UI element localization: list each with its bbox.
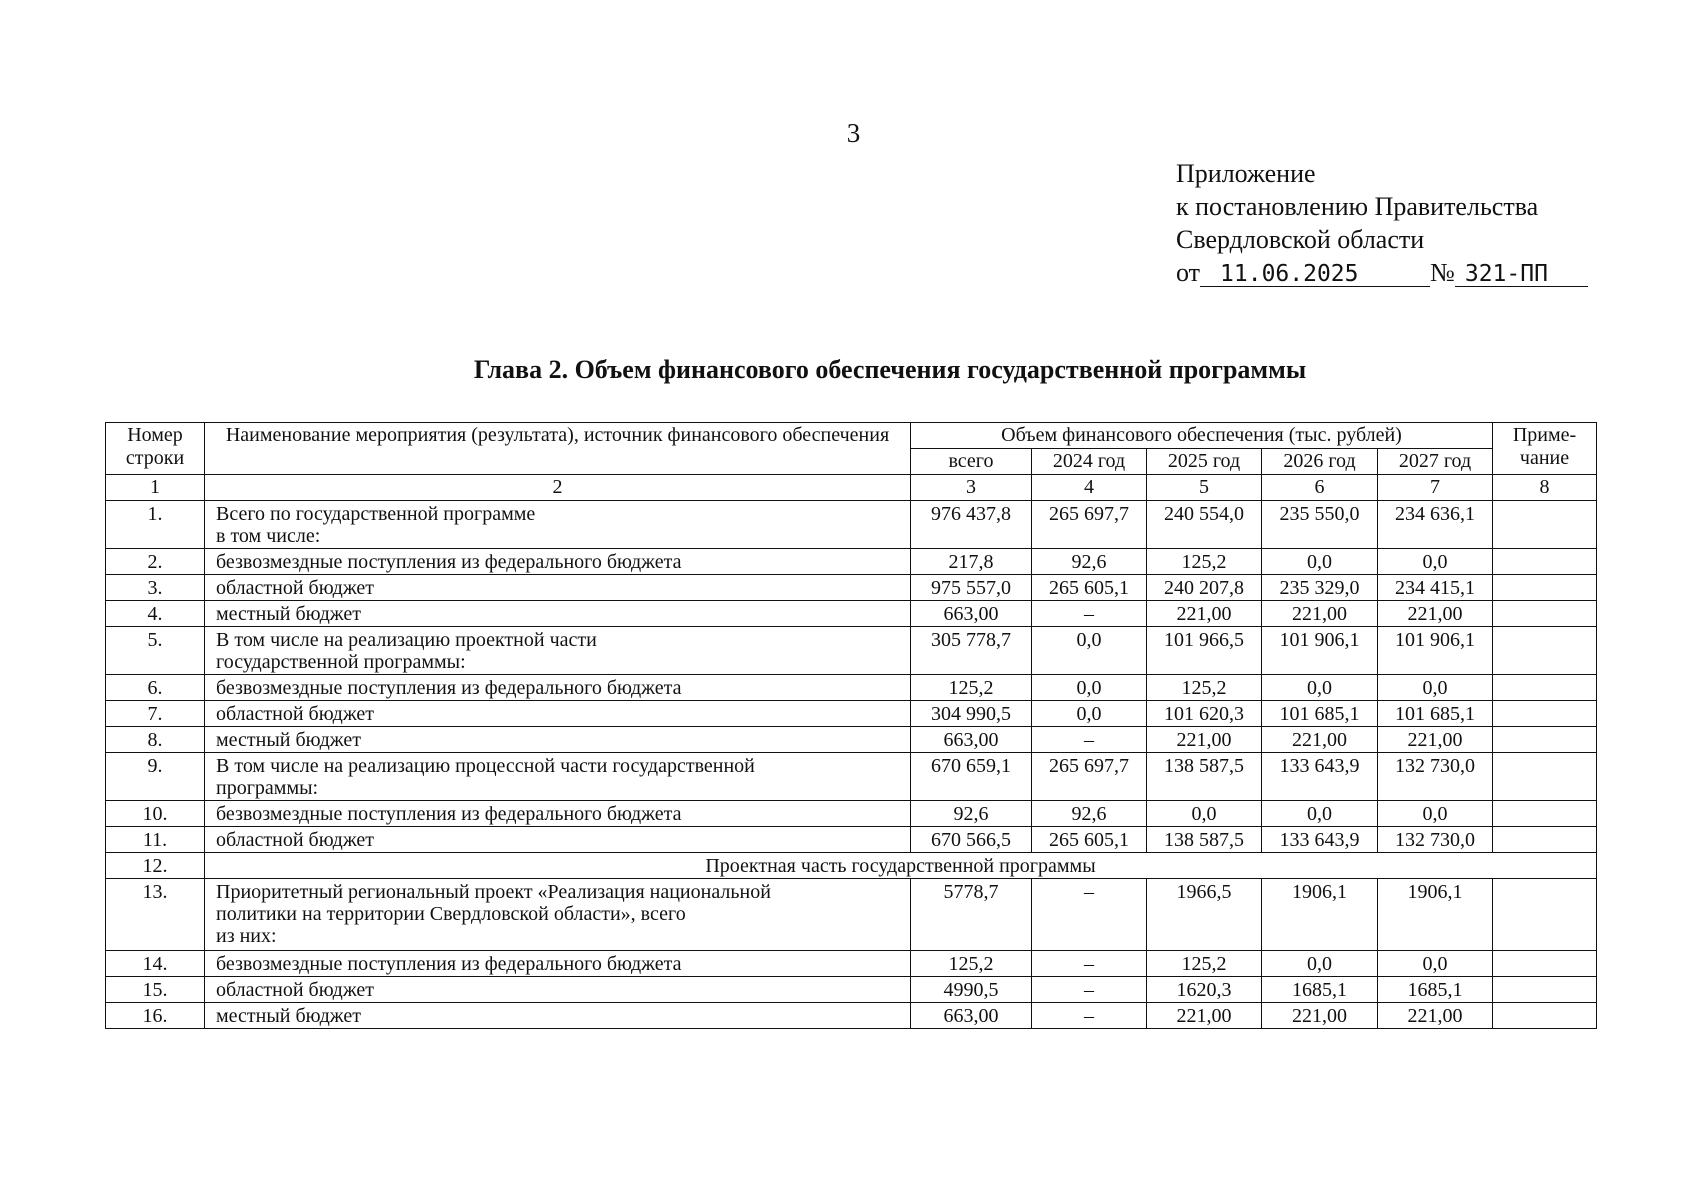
value-year: 221,00 <box>1378 727 1493 753</box>
value-year: 221,00 <box>1147 1003 1262 1029</box>
table-row <box>106 853 1597 879</box>
financing-table <box>105 422 1597 1029</box>
value-year: 1620,3 <box>1147 977 1262 1003</box>
value-total: 670 659,1 <box>911 753 1032 801</box>
value-year: – <box>1032 601 1147 627</box>
row-number: 6. <box>106 675 205 701</box>
value-year: 133 643,9 <box>1262 753 1378 801</box>
table-row <box>106 601 1597 627</box>
table-row <box>106 675 1597 701</box>
row-name: областной бюджет <box>205 701 911 727</box>
row-name: областной бюджет <box>205 977 911 1003</box>
value-total: 670 566,5 <box>911 827 1032 853</box>
value-year: 240 207,8 <box>1147 575 1262 601</box>
value-year: 221,00 <box>1262 601 1378 627</box>
value-year: 221,00 <box>1378 1003 1493 1029</box>
header-year: 2026 год <box>1262 449 1378 475</box>
row-note <box>1493 801 1597 827</box>
row-note <box>1493 575 1597 601</box>
row-note <box>1493 951 1597 977</box>
column-numbers-row <box>106 475 1597 501</box>
value-total: 305 778,7 <box>911 627 1032 675</box>
column-number: 6 <box>1262 475 1378 501</box>
row-note <box>1493 977 1597 1003</box>
row-note <box>1493 601 1597 627</box>
value-year: 235 550,0 <box>1262 501 1378 549</box>
row-name: безвозмездные поступления из федерального бюджета <box>205 549 911 575</box>
value-year: – <box>1032 977 1147 1003</box>
value-year: 101 685,1 <box>1378 701 1493 727</box>
value-year: 101 620,3 <box>1147 701 1262 727</box>
column-number: 1 <box>106 475 205 501</box>
value-year: 265 605,1 <box>1032 827 1147 853</box>
row-number: 16. <box>106 1003 205 1029</box>
value-year: 138 587,5 <box>1147 827 1262 853</box>
row-number: 11. <box>106 827 205 853</box>
row-name: местный бюджет <box>205 601 911 627</box>
row-number: 8. <box>106 727 205 753</box>
value-total: 4990,5 <box>911 977 1032 1003</box>
row-note <box>1493 753 1597 801</box>
section-heading: Проектная часть государственной программы <box>205 853 1597 879</box>
value-year: 221,00 <box>1147 601 1262 627</box>
value-total: 663,00 <box>911 601 1032 627</box>
value-year: 0,0 <box>1262 549 1378 575</box>
row-name: безвозмездные поступления из федерального бюджета <box>205 675 911 701</box>
row-note <box>1493 727 1597 753</box>
value-year: 101 906,1 <box>1262 627 1378 675</box>
table-row <box>106 753 1597 801</box>
value-year: – <box>1032 1003 1147 1029</box>
value-year: 221,00 <box>1378 601 1493 627</box>
row-note <box>1493 627 1597 675</box>
row-note <box>1493 1003 1597 1029</box>
appendix-block <box>1176 157 1588 289</box>
value-total: 663,00 <box>911 727 1032 753</box>
chapter-title: Глава 2. Объем финансового обеспечения государственной программы <box>473 355 1307 384</box>
value-year: 221,00 <box>1262 727 1378 753</box>
appendix-line: к постановлению Правительства <box>1176 192 1539 221</box>
column-number: 5 <box>1147 475 1262 501</box>
table-row <box>106 977 1597 1003</box>
row-name: В том числе на реализацию проектной части государственной программы: <box>205 627 911 675</box>
row-name: безвозмездные поступления из федерального бюджета <box>205 951 911 977</box>
value-year: 235 329,0 <box>1262 575 1378 601</box>
value-year: 1906,1 <box>1262 879 1378 951</box>
header-row-number: Номер строки <box>106 423 205 475</box>
table-row <box>106 501 1597 549</box>
row-number: 5. <box>106 627 205 675</box>
header-total: всего <box>911 449 1032 475</box>
value-year: 138 587,5 <box>1147 753 1262 801</box>
table-row <box>106 627 1597 675</box>
value-year: 0,0 <box>1032 701 1147 727</box>
row-name: безвозмездные поступления из федерального бюджета <box>205 801 911 827</box>
decree-date: 11.06.2025 <box>1200 262 1430 287</box>
row-note <box>1493 549 1597 575</box>
row-note <box>1493 701 1597 727</box>
value-year: 0,0 <box>1032 675 1147 701</box>
value-year: 101 906,1 <box>1378 627 1493 675</box>
value-year: 132 730,0 <box>1378 827 1493 853</box>
value-total: 217,8 <box>911 549 1032 575</box>
header-volume: Объем финансового обеспечения (тыс. рублей) <box>911 423 1493 449</box>
page-number: 3 <box>846 118 861 148</box>
table-row <box>106 575 1597 601</box>
row-name: Всего по государственной программе в том числе: <box>205 501 911 549</box>
table-row <box>106 1003 1597 1029</box>
value-year: 0,0 <box>1378 675 1493 701</box>
value-year: 92,6 <box>1032 549 1147 575</box>
value-year: 92,6 <box>1032 801 1147 827</box>
table-row <box>106 549 1597 575</box>
appendix-signature-line <box>1176 256 1588 289</box>
row-number: 3. <box>106 575 205 601</box>
value-year: 234 636,1 <box>1378 501 1493 549</box>
header-year: 2025 год <box>1147 449 1262 475</box>
value-year: 101 966,5 <box>1147 627 1262 675</box>
value-year: 1685,1 <box>1378 977 1493 1003</box>
row-note <box>1493 501 1597 549</box>
row-number: 12. <box>106 853 205 879</box>
row-number: 15. <box>106 977 205 1003</box>
value-total: 125,2 <box>911 675 1032 701</box>
value-year: 125,2 <box>1147 675 1262 701</box>
date-prefix: от <box>1176 258 1201 287</box>
header-note: Приме- чание <box>1493 423 1597 475</box>
row-number: 10. <box>106 801 205 827</box>
header-year: 2027 год <box>1378 449 1493 475</box>
table-row <box>106 801 1597 827</box>
row-name: местный бюджет <box>205 1003 911 1029</box>
table-row <box>106 879 1597 951</box>
header-name: Наименование мероприятия (результата), источник финансового обеспечения <box>205 423 911 475</box>
row-name: областной бюджет <box>205 575 911 601</box>
value-year: 1685,1 <box>1262 977 1378 1003</box>
table-row <box>106 701 1597 727</box>
row-note <box>1493 675 1597 701</box>
value-year: 221,00 <box>1147 727 1262 753</box>
row-number: 1. <box>106 501 205 549</box>
row-note <box>1493 827 1597 853</box>
value-year: 240 554,0 <box>1147 501 1262 549</box>
value-year: 234 415,1 <box>1378 575 1493 601</box>
value-year: 0,0 <box>1262 951 1378 977</box>
row-number: 4. <box>106 601 205 627</box>
value-total: 5778,7 <box>911 879 1032 951</box>
row-number: 13. <box>106 879 205 951</box>
value-year: 125,2 <box>1147 549 1262 575</box>
value-year: 0,0 <box>1262 801 1378 827</box>
value-year: – <box>1032 879 1147 951</box>
row-number: 2. <box>106 549 205 575</box>
table-row <box>106 951 1597 977</box>
value-year: 0,0 <box>1262 675 1378 701</box>
value-total: 304 990,5 <box>911 701 1032 727</box>
value-total: 92,6 <box>911 801 1032 827</box>
value-year: – <box>1032 951 1147 977</box>
row-name: В том числе на реализацию процессной части государственной программы: <box>205 753 911 801</box>
value-year: 1906,1 <box>1378 879 1493 951</box>
value-year: 133 643,9 <box>1262 827 1378 853</box>
row-name: областной бюджет <box>205 827 911 853</box>
column-number: 8 <box>1493 475 1597 501</box>
value-total: 976 437,8 <box>911 501 1032 549</box>
value-year: 0,0 <box>1378 549 1493 575</box>
value-year: 0,0 <box>1378 951 1493 977</box>
value-year: 221,00 <box>1262 1003 1378 1029</box>
column-number: 3 <box>911 475 1032 501</box>
value-year: 265 605,1 <box>1032 575 1147 601</box>
decree-number: 321-ПП <box>1455 262 1588 287</box>
header-year: 2024 год <box>1032 449 1147 475</box>
row-number: 7. <box>106 701 205 727</box>
row-note <box>1493 879 1597 951</box>
table-row <box>106 827 1597 853</box>
appendix-line: Приложение <box>1176 159 1316 188</box>
value-year: 1966,5 <box>1147 879 1262 951</box>
value-total: 125,2 <box>911 951 1032 977</box>
value-total: 663,00 <box>911 1003 1032 1029</box>
value-year: 132 730,0 <box>1378 753 1493 801</box>
value-year: 0,0 <box>1378 801 1493 827</box>
row-name: местный бюджет <box>205 727 911 753</box>
column-number: 7 <box>1378 475 1493 501</box>
value-year: 0,0 <box>1032 627 1147 675</box>
row-number: 14. <box>106 951 205 977</box>
value-year: 0,0 <box>1147 801 1262 827</box>
number-prefix: № <box>1430 258 1455 287</box>
table-row <box>106 727 1597 753</box>
column-number: 4 <box>1032 475 1147 501</box>
row-number: 9. <box>106 753 205 801</box>
appendix-line: Свердловской области <box>1176 225 1425 254</box>
value-total: 975 557,0 <box>911 575 1032 601</box>
value-year: 125,2 <box>1147 951 1262 977</box>
value-year: – <box>1032 727 1147 753</box>
column-number: 2 <box>205 475 911 501</box>
value-year: 265 697,7 <box>1032 753 1147 801</box>
value-year: 265 697,7 <box>1032 501 1147 549</box>
row-name: Приоритетный региональный проект «Реализация национальной политики на территории Свердловской области», всего из них: <box>205 879 911 951</box>
value-year: 101 685,1 <box>1262 701 1378 727</box>
